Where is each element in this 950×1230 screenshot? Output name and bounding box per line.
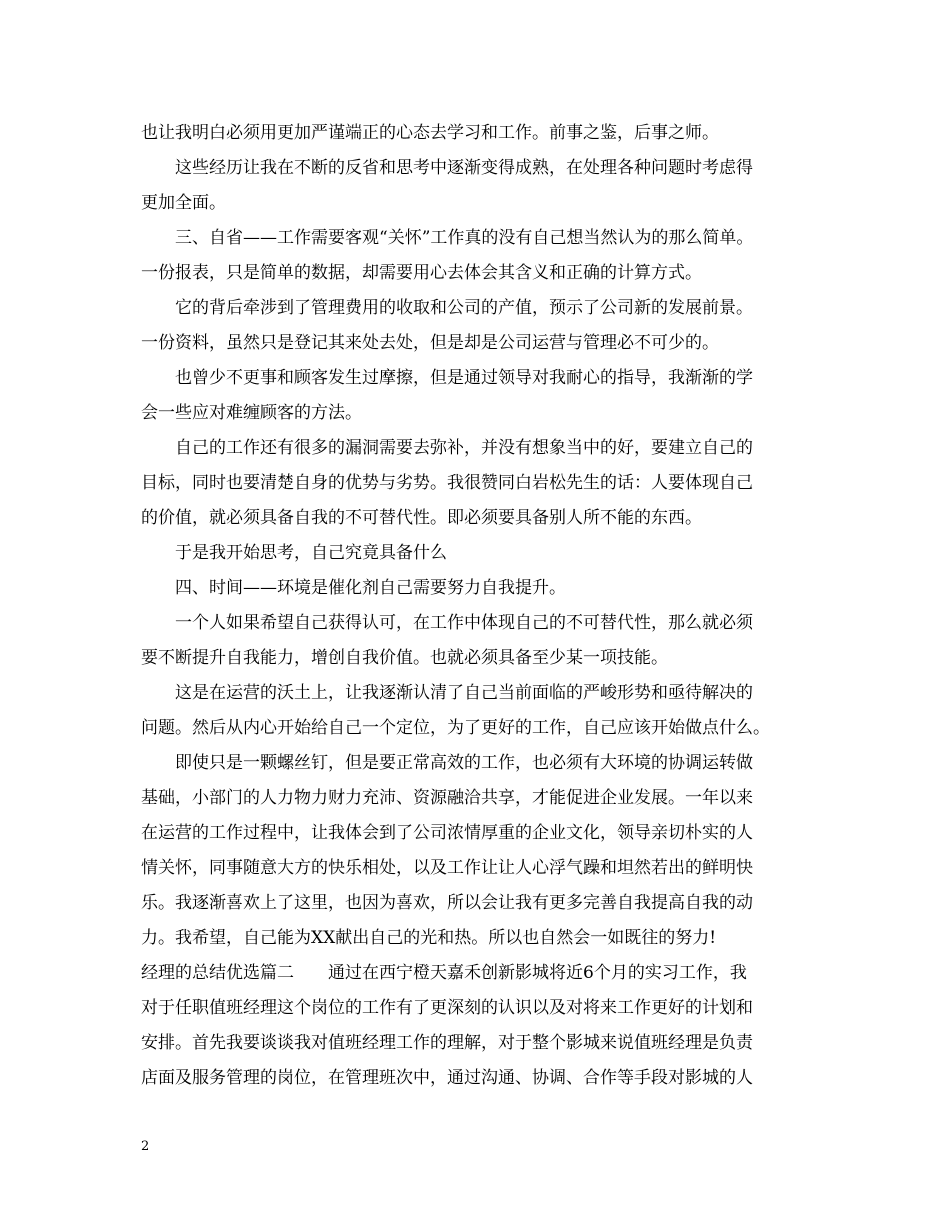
- text-line: 即使只是一颗螺丝钉，但是要正常高效的工作，也必须有大环境的协调运转做: [175, 753, 753, 773]
- text-line: 一份资料，虽然只是登记其来处去处，但是却是公司运营与管理必不可少的。: [141, 333, 719, 353]
- section-heading: 经理的总结优选篇二: [141, 963, 294, 983]
- text-line: 一个人如果希望自己获得认可，在工作中体现自己的不可替代性，那么就必须: [175, 613, 753, 633]
- text-line: 问题。然后从内心开始给自己一个定位，为了更好的工作，自己应该开始做点什么。: [141, 718, 770, 738]
- text-line: 也曾少不更事和顾客发生过摩擦，但是通过领导对我耐心的指导，我渐渐的学: [175, 368, 753, 388]
- text-line: 自己的工作还有很多的漏洞需要去弥补，并没有想象当中的好，要建立自己的: [175, 438, 753, 458]
- page-number: 2: [141, 1139, 150, 1154]
- text-line: 这些经历让我在不断的反省和思考中逐渐变得成熟，在处理各种问题时考虑得: [175, 158, 753, 178]
- text-line: 三、自省——工作需要客观“关怀”工作真的没有自己想当然认为的那么简单。: [175, 228, 754, 248]
- text-line: 这是在运营的沃土上，让我逐渐认清了自己当前面临的严峻形势和亟待解决的: [175, 683, 753, 703]
- text-line: 一份报表，只是简单的数据，却需要用心去体会其含义和正确的计算方式。: [141, 263, 702, 283]
- text-line: 情关怀，同事随意大方的快乐相处，以及工作让让人心浮气躁和坦然若出的鲜明快: [141, 858, 753, 878]
- text-line: 基础，小部门的人力物力财力充沛、资源融洽共享，才能促进企业发展。一年以来: [141, 788, 753, 808]
- text-line: 它的背后牵涉到了管理费用的收取和公司的产值，预示了公司新的发展前景。: [175, 298, 753, 318]
- text-line: 在运营的工作过程中，让我体会到了公司浓情厚重的企业文化，领导亲切朴实的人: [141, 823, 753, 843]
- text-line: 也让我明白必须用更加严谨端正的心态去学习和工作。前事之鉴，后事之师。: [141, 123, 719, 143]
- text-line: 于是我开始思考，自己究竟具备什么: [175, 543, 447, 563]
- text-line: 店面及服务管理的岗位，在管理班次中，通过沟通、协调、合作等手段对影城的人: [141, 1068, 753, 1088]
- text-line: 四、时间——环境是催化剂自己需要努力自我提升。: [175, 578, 566, 598]
- text-line: 力。我希望，自己能为XX献出自己的光和热。所以也自然会一如既往的努力!: [141, 928, 717, 948]
- text-line: 的价值，就必须具备自我的不可替代性。即必须要具备别人所不能的东西。: [141, 508, 702, 528]
- text-line: 要不断提升自我能力，增创自我价值。也就必须具备至少某一项技能。: [141, 648, 668, 668]
- text-line: 目标，同时也要清楚自身的优势与劣势。我很赞同白岩松先生的话：人要体现自己: [141, 473, 753, 493]
- text-line: 乐。我逐渐喜欢上了这里，也因为喜欢，所以会让我有更多完善自我提高自我的动: [141, 893, 753, 913]
- text-line: 会一些应对难缠顾客的方法。: [141, 403, 362, 423]
- body-text: [141, 116, 813, 1096]
- text-line: 更加全面。: [141, 193, 226, 213]
- section-text: 通过在西宁橙天嘉禾创新影城将近6个月的实习工作，我: [328, 963, 747, 983]
- text-line: 安排。首先我要谈谈我对值班经理工作的理解，对于整个影城来说值班经理是负责: [141, 1033, 753, 1053]
- section-heading-line: [141, 956, 813, 991]
- text-line: 对于任职值班经理这个岗位的工作有了更深刻的认识以及对将来工作更好的计划和: [141, 998, 753, 1018]
